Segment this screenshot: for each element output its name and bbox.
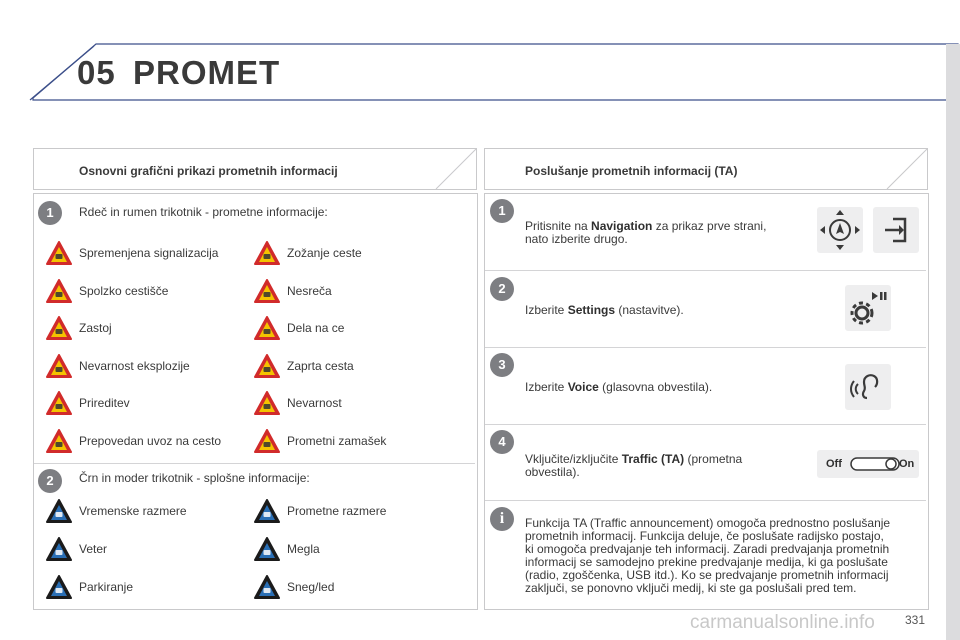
right-step1-text: Pritisnite na Navigation za prikaz prve strani, nato izberite drugo. (525, 219, 767, 246)
toggle-on-label: On (899, 458, 915, 470)
list-item-label: Prireditev (79, 396, 130, 410)
page-number: 331 (905, 613, 926, 627)
blue-triangle-icon (254, 499, 280, 523)
traffic-ta-toggle[interactable] (817, 450, 919, 478)
voice-icon (845, 364, 891, 410)
exit-button[interactable] (873, 207, 919, 253)
red-yellow-triangle-icon (46, 316, 72, 340)
red-yellow-triangle-icon (254, 354, 280, 378)
triangle-icon-wrap (46, 537, 72, 566)
triangle-icon-wrap (254, 537, 280, 566)
right-step3-text: Izberite Voice (glasovna obvestila). (525, 380, 713, 394)
info-text (525, 517, 925, 595)
info-badge: i (490, 507, 514, 531)
toggle-off-label: Off (826, 458, 842, 470)
exit-icon (873, 207, 919, 253)
triangle-icon-wrap (254, 499, 280, 528)
divider (485, 500, 926, 501)
list-item-label: Megla (287, 542, 320, 556)
list-item-label: Nevarnost (287, 396, 342, 410)
triangle-icon-wrap (46, 429, 72, 458)
info-line: zaključi, se ponovno vključi medij, ki ste ga poslušali pred tem. (525, 581, 857, 595)
list-item-label: Dela na ce (287, 321, 345, 335)
chapter-number: 05 (77, 54, 116, 91)
info-line: prometnih informacij. Funkcija deluje, če poslušate radijsko postajo, (525, 529, 884, 543)
triangle-icon-wrap (46, 354, 72, 383)
info-line: informacij se samodejno prekine predvajanje medija, ki ga poslušate (525, 555, 888, 569)
settings-icon (845, 285, 891, 331)
red-yellow-triangle-icon (254, 316, 280, 340)
triangle-icon-wrap (254, 575, 280, 604)
navigation-icon (817, 207, 863, 253)
triangle-icon-wrap (254, 316, 280, 345)
blue-triangle-icon (46, 499, 72, 523)
blue-triangle-icon (46, 575, 72, 599)
triangle-icon-wrap (46, 499, 72, 528)
red-yellow-triangle-icon (46, 354, 72, 378)
triangle-icon-wrap (254, 391, 280, 420)
right-step-badge-2: 2 (490, 277, 514, 301)
red-yellow-triangle-icon (254, 429, 280, 453)
side-bar (946, 44, 960, 640)
triangle-icon-wrap (254, 354, 280, 383)
settings-button[interactable] (845, 285, 891, 331)
triangle-icon-wrap (46, 241, 72, 270)
triangle-icon-wrap (46, 316, 72, 345)
right-step4-text: Vključite/izključite Traffic (TA) (prometna obvestila). (525, 452, 743, 479)
list-item-label: Prometni zamašek (287, 433, 387, 448)
divider (485, 347, 926, 348)
red-yellow-triangle-icon (254, 391, 280, 415)
right-step-badge-3: 3 (490, 353, 514, 377)
red-yellow-triangle-icon (46, 241, 72, 265)
red-yellow-triangle-icon (46, 429, 72, 453)
red-yellow-triangle-icon (46, 391, 72, 415)
triangle-icon-wrap (46, 575, 72, 604)
triangle-icon-wrap (254, 279, 280, 308)
list-item-label: Spolzko cestišče (79, 283, 169, 298)
right-step-badge-1: 1 (490, 199, 514, 223)
right-section-title: Poslušanje prometnih informacij (TA) (525, 164, 738, 178)
step-badge-1: 1 (38, 201, 62, 225)
info-line: (radio, zgoščenka, USB itd.). Ko se predvajanje prometnih informacij (525, 568, 889, 582)
list-item-label: Sneg/led (287, 580, 335, 594)
divider (485, 270, 926, 271)
triangle-icon-wrap (254, 241, 280, 270)
red-yellow-triangle-icon (254, 241, 280, 265)
triangle-icon-wrap (254, 429, 280, 458)
list-item-label: Nesreča (287, 283, 332, 298)
list-item-label: Vremenske razmere (79, 504, 187, 518)
info-line: Funkcija TA (Traffic announcement) omogoča prednostno poslušanje (525, 516, 891, 530)
divider (34, 463, 475, 464)
list-item-label: Zaprta cesta (287, 358, 354, 373)
divider (485, 424, 926, 425)
blue-triangle-icon (254, 575, 280, 599)
list-item-label: Spremenjena signalizacija (79, 246, 219, 260)
step-badge-2: 2 (38, 469, 62, 493)
right-step-badge-4: 4 (490, 430, 514, 454)
navigation-button[interactable] (817, 207, 863, 253)
list-item-label: Zožanje ceste (287, 246, 362, 260)
step2-intro: Črn in moder trikotnik - splošne informacije: (79, 471, 310, 485)
voice-button[interactable] (845, 364, 891, 410)
right-step2-text: Izberite Settings (nastavitve). (525, 303, 684, 317)
info-line: ki omogoča predvajanje teh informacij. Zaradi predvajanja prometnih (525, 542, 890, 556)
list-item-label: Prometne razmere (287, 504, 387, 518)
list-item-label: Prepovedan uvoz na cesto (79, 433, 222, 448)
list-item-label: Zastoj (79, 321, 112, 335)
triangle-icon-wrap (46, 279, 72, 308)
toggle-switch-icon (850, 456, 900, 472)
list-item-label: Parkiranje (79, 580, 134, 594)
chapter-title: PROMET (133, 54, 281, 91)
red-yellow-triangle-icon (46, 279, 72, 303)
list-item-label: Nevarnost eksplozije (79, 358, 190, 373)
blue-triangle-icon (254, 537, 280, 561)
blue-triangle-icon (46, 537, 72, 561)
step1-intro: Rdeč in rumen trikotnik - prometne informacije: (79, 205, 328, 219)
triangle-icon-wrap (46, 391, 72, 420)
watermark: carmanualsonline.info (690, 612, 875, 633)
list-item-label: Veter (79, 542, 108, 556)
left-section-title: Osnovni grafični prikazi prometnih informacij (79, 164, 338, 178)
red-yellow-triangle-icon (254, 279, 280, 303)
